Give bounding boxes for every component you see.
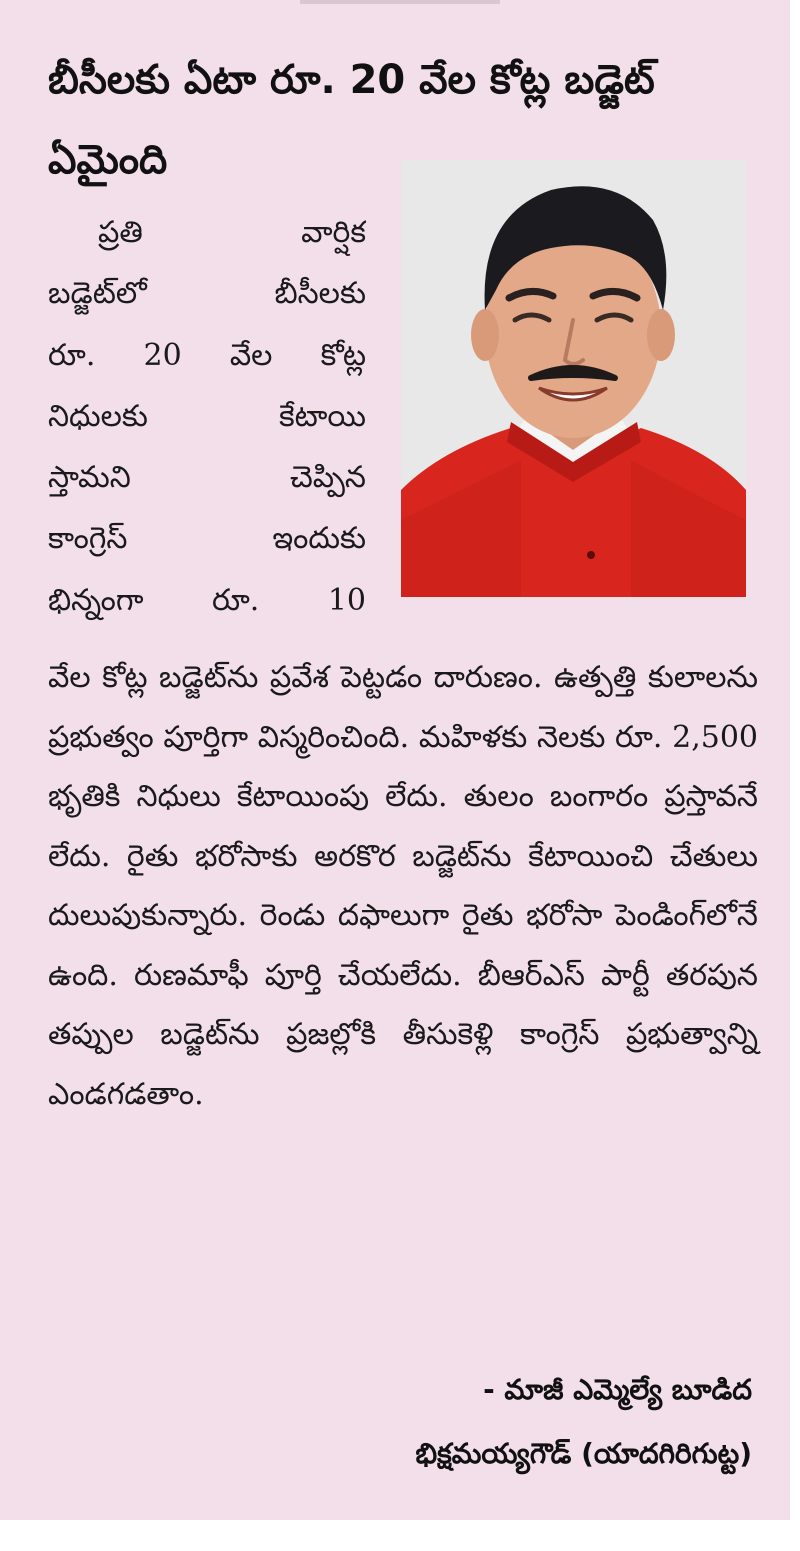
attribution-name: భిక్షమయ్యగౌడ్ (యాదగిరిగుట్ట) [415, 1437, 752, 1470]
article-body-continued: వేల కోట్ల బడ్జెట్‌ను ప్రవేశ పెట్టడం దారుణం. ఉత్పత్తి కులాలను ప్రభుత్వం పూర్తిగా విస్మరించింది. మహిళకు నెలకు రూ. 2,500 భృతికి నిధులు కేటాయింపు లేదు. తులం బంగారం ప్రస్తావనే లేదు. రైతు భరోసాకు అరకొర బడ్జెట్‌ను కేటాయించి చేతులు దులుపుకున్నారు. రెండు దఫాలుగా రైతు భరోసా పెండింగ్‌లోనే ఉంది. రుణమాఫీ పూర్తి చేయలేదు. బీఆర్ఎస్ పార్టీ తరపున తప్పుల బడ్జెట్‌ను ప్రజల్లోకి తీసుకెళ్లి కాంగ్రెస్ ప్రభుత్వాన్ని ఎండగడతాం. [48, 660, 758, 1112]
portrait-illustration [401, 160, 746, 597]
body-line: బడ్జెట్‌లో బీసీలకు [48, 276, 366, 312]
body-line: భిన్నంగా రూ. 10 [48, 582, 366, 618]
politician-photo [401, 160, 746, 597]
attribution-title: - మాజీ ఎమ్మెల్యే బూడిద [483, 1373, 752, 1406]
article-body-beside-photo [48, 202, 366, 631]
body-line: స్తామని చెప్పిన [48, 460, 366, 496]
clipping-top-edge [300, 0, 500, 4]
body-line: నిధులకు కేటాయి [48, 398, 366, 434]
body-line: ప్రతి వార్షిక [98, 215, 366, 250]
body-line: రూ. 20 వేల కోట్ల [48, 337, 366, 373]
article-headline: బీసీలకు ఏటా రూ. 20 వేల కోట్ల బడ్జెట్ ఏమైంది [48, 57, 655, 183]
article-attribution [416, 1358, 752, 1486]
body-line: కాంగ్రెస్ ఇందుకు [48, 521, 366, 557]
